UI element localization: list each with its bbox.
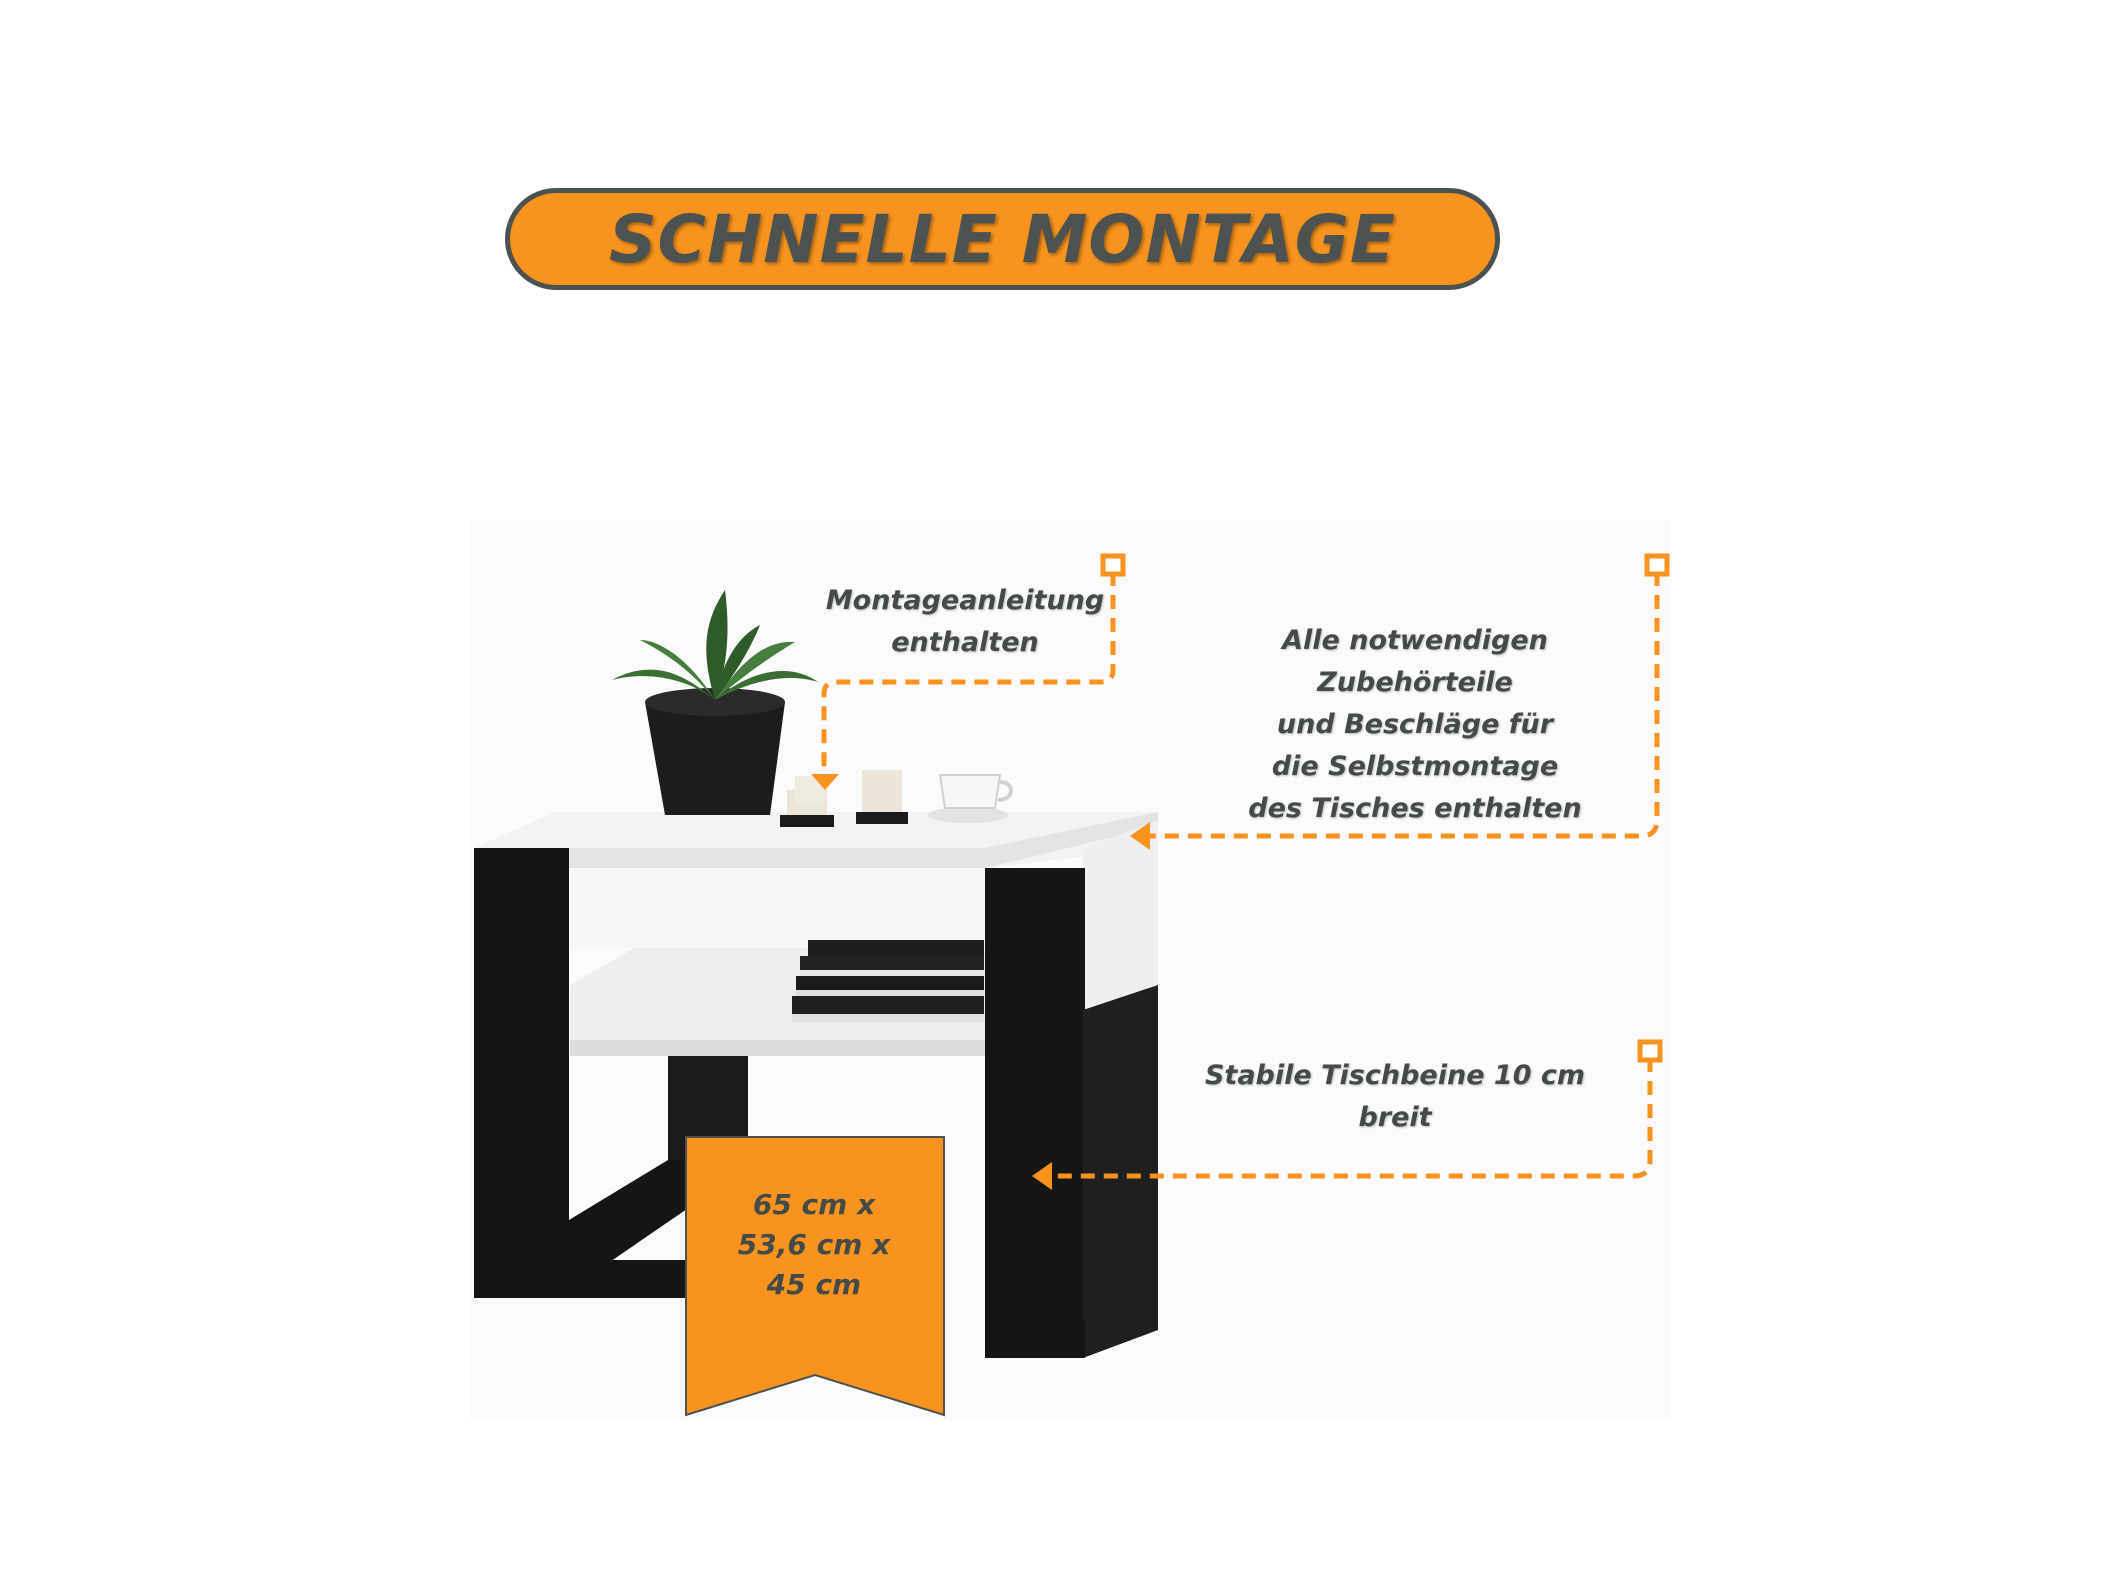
marker-legs <box>1640 1042 1660 1060</box>
callout-accessories: Alle notwendigen Zubehörteile und Beschläge für die Selbstmontage des Tisches enthalten <box>1248 625 1582 824</box>
dimensions-label <box>684 1135 944 1415</box>
dimension-width: 65 cm x <box>752 1188 876 1221</box>
dimension-height: 45 cm <box>766 1268 862 1301</box>
books <box>792 940 984 1022</box>
dimension-depth: 53,6 cm x <box>737 1228 891 1261</box>
table-leg-front-left <box>474 848 569 1298</box>
table-leg-front-right <box>985 868 1085 1358</box>
side-panel-right <box>1083 820 1158 1010</box>
callout-legs: Stabile Tischbeine 10 cm breit <box>1204 1060 1586 1133</box>
callout-manual: Montageanleitung enthalten <box>825 585 1105 658</box>
marker-accessories <box>1647 556 1667 574</box>
page-title: SCHNELLE MONTAGE <box>609 200 1396 278</box>
marker-manual <box>1103 556 1123 574</box>
